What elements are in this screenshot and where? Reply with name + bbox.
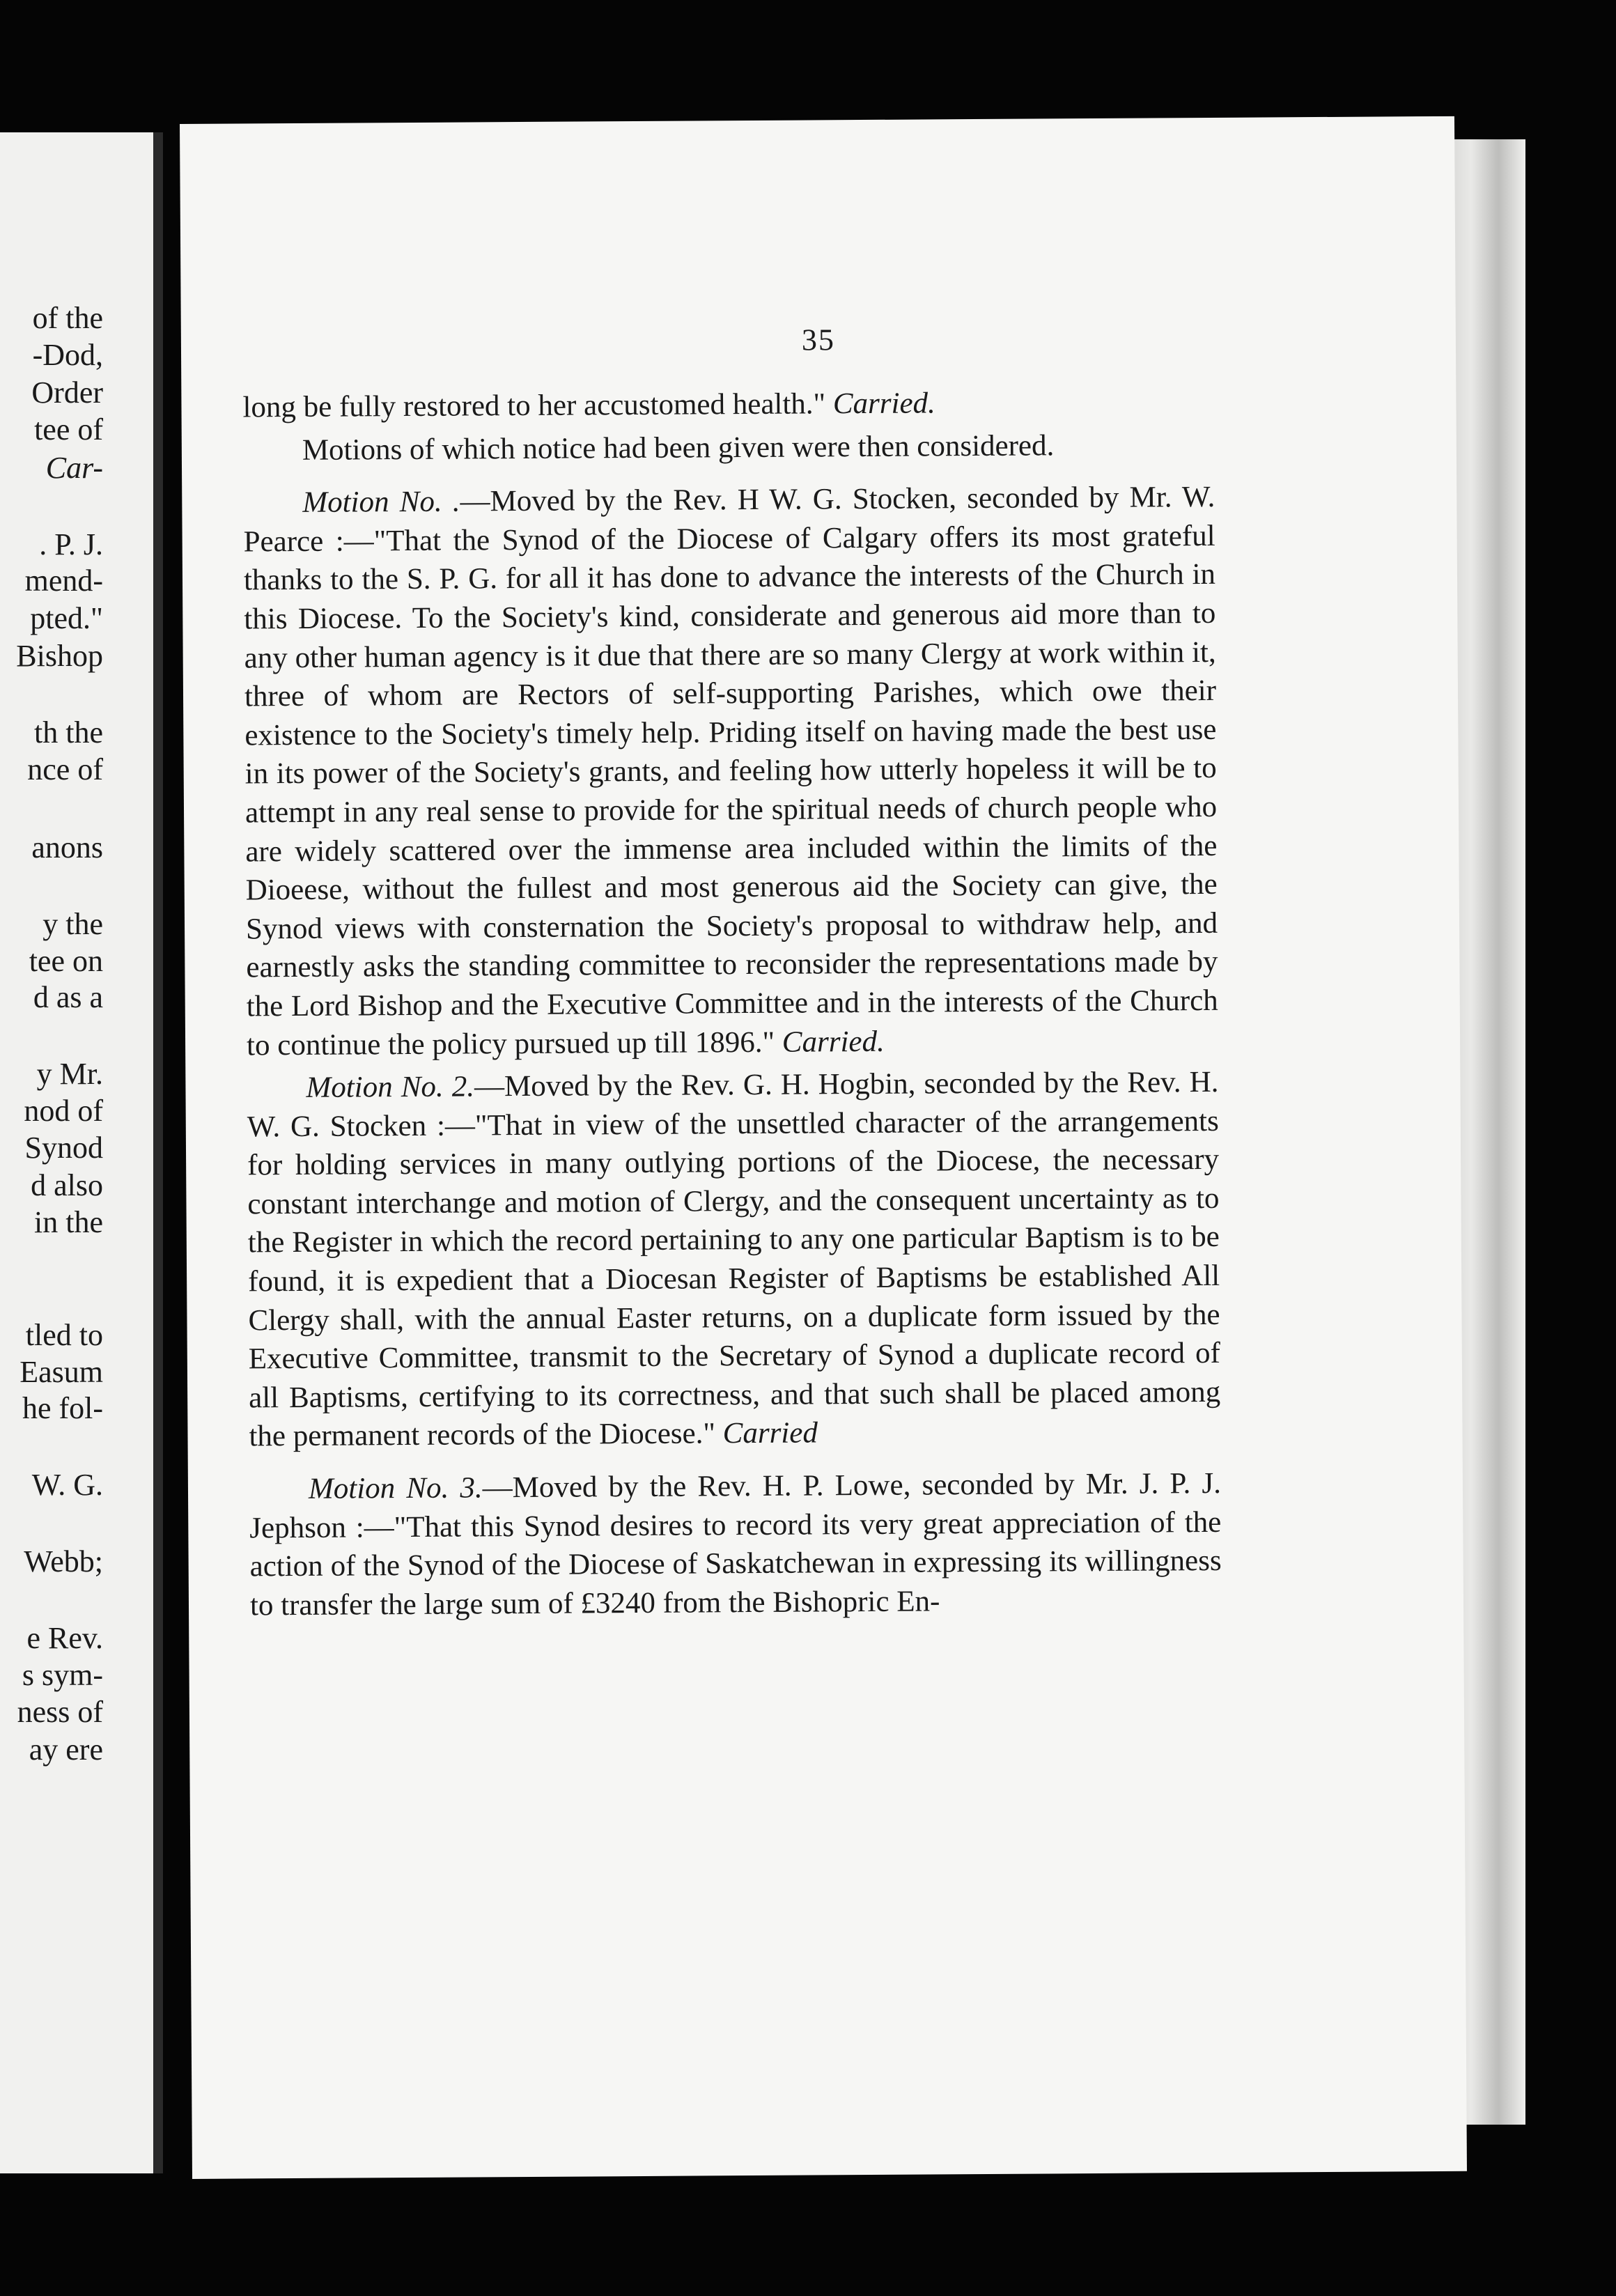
left-page-fragment xyxy=(0,132,163,2173)
opening-text: long be fully restored to her accustomed health." xyxy=(242,387,826,424)
left-page-line: nce of xyxy=(27,752,103,786)
right-page xyxy=(180,116,1467,2179)
left-page-line: Car- xyxy=(45,451,103,485)
left-page-line: Order xyxy=(31,375,103,410)
left-page-line: tee on xyxy=(29,944,103,978)
motion-1-text: —Moved by the Rev. H W. G. Stocken, seconded by Mr. W. Pearce :—"That the Synod of the Diocese of Calgary offers its most grateful thanks to the S. P. G. for all it has done to advance the interests of the Church in this Diocese. To the Society's kind, considerate and generous aid more than to any other human agency is it due that there are so many Clergy at work within it, three of whom are Rectors of self-supporting Parishes, which owe their existence to the Society's timely help. Priding itself on having made the best use in its power of the Society's grants, and feeling how utterly hopeless it will be to attempt in any real sense to provide for the spiritual needs of church people who are widely scattered over the immense area included within the limits of the Dioeese, without the fullest and most generous aid the Society can give, the Synod views with consternation the Society's proposal to withdraw help, and earnestly asks the standing committee to reconsider the representations made by the Lord Bishop and the Executive Committee and in the interests of the Church to continue the policy pursued up till 1896." xyxy=(243,481,1218,1062)
left-page-line: ness of xyxy=(17,1695,103,1729)
motion-3-paragraph xyxy=(249,1464,1222,1625)
opening-paragraph xyxy=(242,382,1214,427)
left-page-line: Webb; xyxy=(24,1544,103,1578)
left-page-line: mend- xyxy=(24,564,103,598)
left-page-line: d as a xyxy=(33,980,103,1014)
left-page-line: of the xyxy=(32,301,103,335)
motion-1-paragraph xyxy=(243,478,1218,1064)
page-body xyxy=(242,382,1222,1625)
left-page-line: nod of xyxy=(24,1094,103,1128)
motion-2-paragraph xyxy=(247,1063,1220,1456)
left-page-line: y Mr. xyxy=(36,1057,103,1091)
motion-2-text: —Moved by the Rev. G. H. Hogbin, seconded by the Rev. H. W. G. Stocken :—"That in view of the unsettled character of the arrangements for holding services in many outlying portions of the Diocese, the necessary constant interchange and motion of Clergy, and the consequent uncertainty as to the Register in which the record pertaining to any one particular Baptism is to be found, it is expedient that a Diocesan Register of Baptisms be established All Clergy shall, with the annual Easter returns, on a duplicate form issued by the Executive Committee, transmit to the Secretary of Synod a duplicate record of all Baptisms, certifying to its correctness, and that such shall be placed among the permanent records of the Diocese." xyxy=(247,1066,1221,1453)
motion-3-label: Motion No. 3. xyxy=(308,1471,483,1505)
left-page-line: e Rev. xyxy=(26,1621,103,1655)
left-page-line: he fol- xyxy=(22,1391,103,1425)
left-page-line: W. G. xyxy=(31,1468,103,1502)
left-page-line: th the xyxy=(34,715,103,750)
left-page-line: tled to xyxy=(25,1318,103,1352)
intro-paragraph: Motions of which notice had been given were then considered. xyxy=(302,428,1055,467)
left-page-line: in the xyxy=(34,1205,103,1239)
left-page-line: Synod xyxy=(24,1131,103,1165)
left-page-line: anons xyxy=(31,830,103,864)
motion-1-label: Motion No. . xyxy=(302,485,460,520)
motion-2-result: Carried xyxy=(722,1416,818,1450)
left-page-line: y the xyxy=(42,907,103,941)
motion-2-label: Motion No. 2. xyxy=(306,1070,475,1105)
left-page-line: pted." xyxy=(30,601,103,635)
left-page-line: s sym- xyxy=(22,1658,103,1692)
motion-1-result: Carried. xyxy=(782,1025,885,1059)
left-page-line: ay ere xyxy=(29,1732,103,1767)
left-page-line: Easum xyxy=(20,1355,103,1389)
left-page-line: -Dod, xyxy=(32,338,103,372)
page-number: 35 xyxy=(801,323,836,357)
left-page-line: tee of xyxy=(34,412,103,447)
left-page-line: . P. J. xyxy=(39,527,103,561)
opening-result: Carried. xyxy=(832,387,935,421)
left-page-line: d also xyxy=(31,1168,103,1202)
left-page-line: Bishop xyxy=(16,639,103,673)
motion-3-text: —Moved by the Rev. H. P. Lowe, seconded by Mr. J. P. J. Jephson :—"That this Synod desires to record its very great appreciation of the action of the Synod of the Diocese of Saskatchewan in expressing its willingness to transfer the large sum of £3240 from the Bishopric En- xyxy=(249,1466,1222,1622)
